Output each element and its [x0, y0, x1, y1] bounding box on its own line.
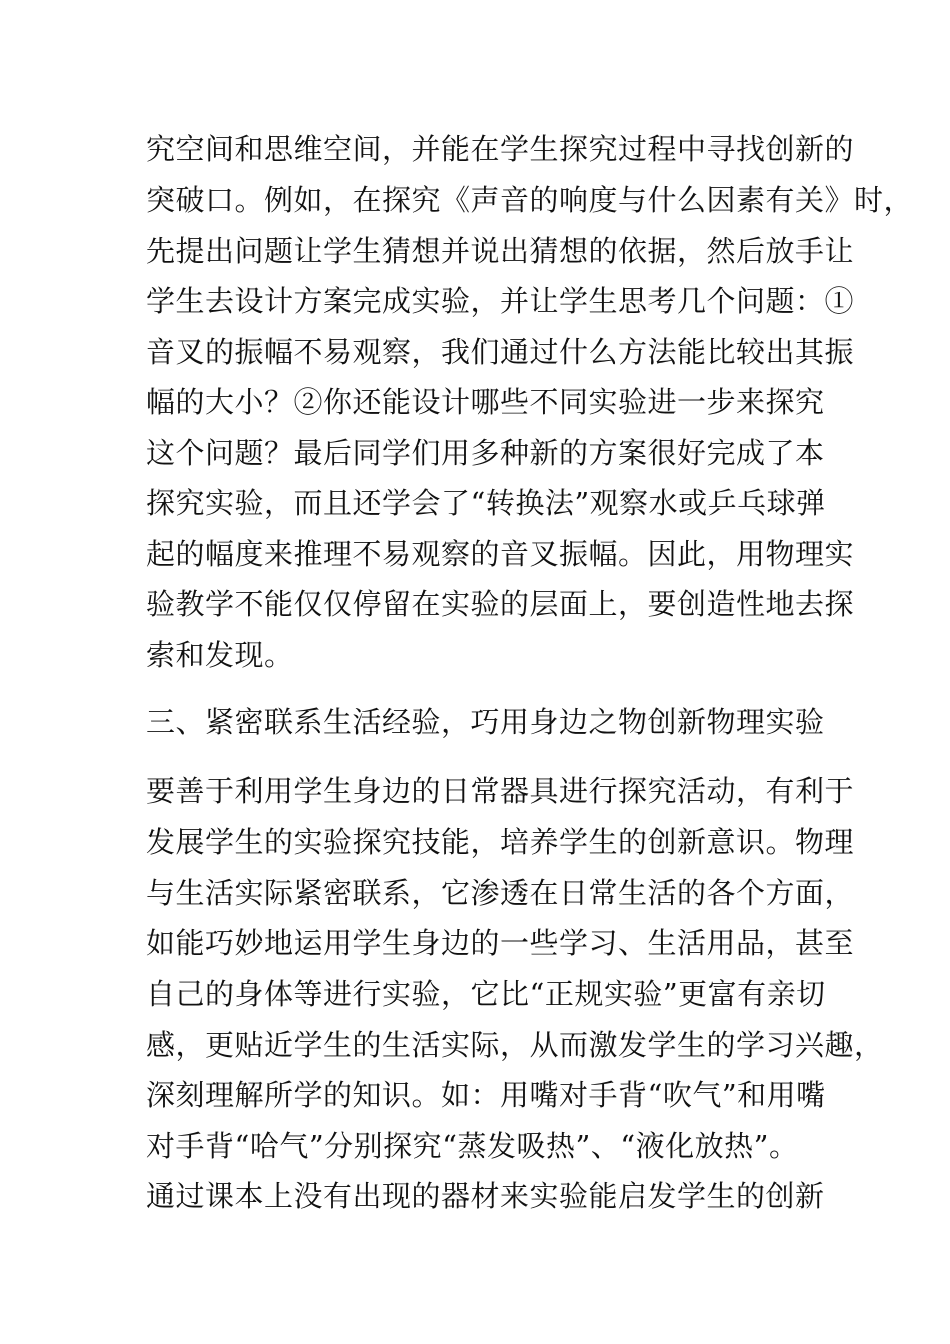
paragraph-2-line-5: 自己的身体等进行实验，它比“正规实验”更富有亲切 — [146, 977, 826, 1011]
paragraph-1-line-8: 探究实验，而且还学会了“转换法”观察水或乒乓球弹 — [146, 486, 826, 520]
paragraph-1-line-7: 这个问题？最后同学们用多种新的方案很好完成了本 — [146, 436, 825, 470]
paragraph-1-line-6: 幅的大小？②你还能设计哪些不同实验进一步来探究 — [146, 385, 825, 419]
paragraph-2-line-1: 要善于利用学生身边的日常器具进行探究活动，有利于 — [146, 774, 855, 808]
paragraph-1-line-5: 音叉的振幅不易观察，我们通过什么方法能比较出其振 — [146, 335, 855, 369]
paragraph-1-line-4: 学生去设计方案完成实验，并让学生思考几个问题：① — [146, 284, 855, 318]
paragraph-2-line-7: 深刻理解所学的知识。如：用嘴对手背“吹气”和用嘴 — [146, 1078, 826, 1112]
paragraph-1-line-10: 验教学不能仅仅停留在实验的层面上，要创造性地去探 — [146, 587, 855, 621]
paragraph-2-line-3: 与生活实际紧密联系，它渗透在日常生活的各个方面， — [146, 876, 855, 910]
paragraph-1-line-11: 索和发现。 — [146, 638, 294, 672]
paragraph-2-line-6: 感，更贴近学生的生活实际，从而激发学生的学习兴趣， — [146, 1028, 884, 1062]
paragraph-2-line-8: 对手背“哈气”分别探究“蒸发吸热”、“液化放热”。 — [146, 1129, 799, 1163]
paragraph-2-line-4: 如能巧妙地运用学生身边的一些学习、生活用品，甚至 — [146, 926, 855, 960]
paragraph-1-line-3: 先提出问题让学生猜想并说出猜想的依据，然后放手让 — [146, 234, 855, 268]
paragraph-1-line-1: 究空间和思维空间，并能在学生探究过程中寻找创新的 — [146, 132, 855, 166]
paragraph-1-line-9: 起的幅度来推理不易观察的音叉振幅。因此，用物理实 — [146, 537, 855, 571]
paragraph-2-line-9: 通过课本上没有出现的器材来实验能启发学生的创新 — [146, 1179, 825, 1213]
paragraph-2-line-2: 发展学生的实验探究技能，培养学生的创新意识。物理 — [146, 825, 855, 859]
paragraph-1-line-2: 突破口。例如，在探究《声音的响度与什么因素有关》时， — [146, 183, 914, 217]
section-heading: 三、紧密联系生活经验，巧用身边之物创新物理实验 — [146, 705, 825, 739]
